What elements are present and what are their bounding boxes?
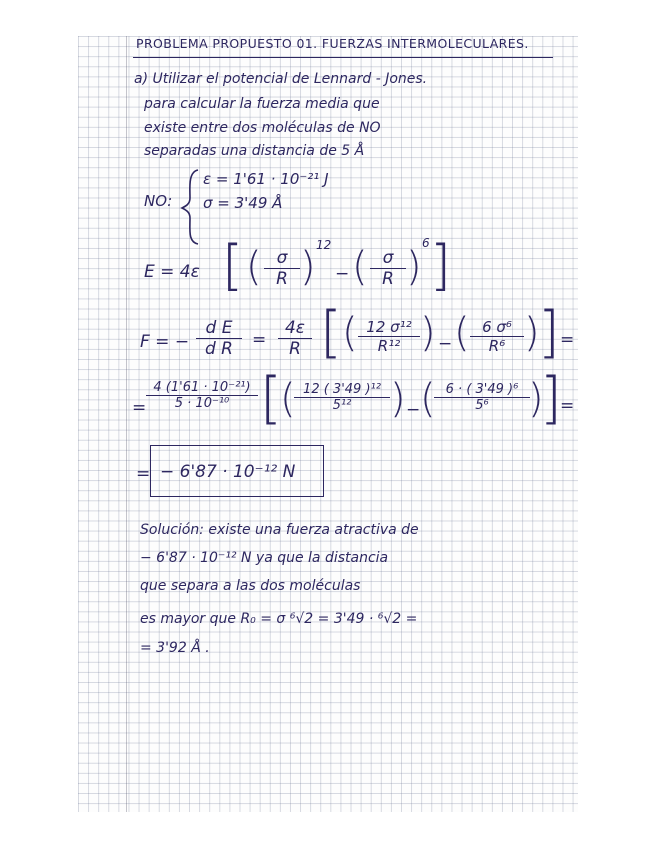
paren-open: ( xyxy=(454,310,470,356)
force-open-bracket: [ xyxy=(320,300,342,365)
statement-line-4: separadas una distancia de 5 Å xyxy=(144,143,365,159)
minus-sign: − xyxy=(438,334,453,354)
data-label: NO: xyxy=(144,192,173,210)
force-term2-denominator: R⁶ xyxy=(488,337,506,355)
paren-open: ( xyxy=(352,244,368,290)
substitution-term1-numerator: 12 ( 3'49 )¹² xyxy=(294,382,390,398)
derivative-fraction xyxy=(196,318,242,359)
substitution-term2-numerator: 6 · ( 3'49 )⁶ xyxy=(434,382,530,398)
substitution-term2-denominator: 5⁶ xyxy=(475,398,489,413)
force-term1-denominator: R¹² xyxy=(377,337,401,355)
coefficient-denominator: R xyxy=(289,339,301,359)
result-lead-equals: = xyxy=(136,464,151,484)
substitution-close-bracket: ] xyxy=(540,366,562,431)
epsilon-value: ε = 1'61 · 10⁻²¹ J xyxy=(203,170,329,188)
substitution-term1-denominator: 5¹² xyxy=(332,398,352,413)
trailing-equals: = xyxy=(560,330,575,350)
solution-line-3: que separa a las dos moléculas xyxy=(140,578,361,594)
substitution-term2 xyxy=(434,382,530,413)
potential-term1-fraction xyxy=(264,248,300,289)
sigma-value: σ = 3'49 Å xyxy=(203,194,283,212)
derivative-denominator: d R xyxy=(204,339,233,359)
substitution-coefficient-numerator: 4 (1'61 · 10⁻²¹) xyxy=(146,380,258,396)
statement-line-3: existe entre dos moléculas de NO xyxy=(144,120,381,136)
title-underline xyxy=(133,57,553,58)
substitution-coefficient xyxy=(146,380,258,411)
coefficient-numerator: 4ε xyxy=(278,318,312,339)
force-term1-fraction xyxy=(358,318,420,355)
solution-line-1: Solución: existe una fuerza atractiva de xyxy=(140,522,419,538)
force-lhs: F = − xyxy=(140,332,190,352)
paren-close: ) xyxy=(300,244,316,290)
paren-open: ( xyxy=(342,310,358,356)
potential-term2-fraction xyxy=(370,248,406,289)
result-value: − 6'87 · 10⁻¹² N xyxy=(160,462,296,482)
term2-denominator: R xyxy=(382,269,394,289)
solution-line-5: = 3'92 Å . xyxy=(140,640,210,656)
term2-numerator: σ xyxy=(370,248,406,269)
force-term2-fraction xyxy=(470,318,524,355)
paren-close: ) xyxy=(390,376,406,422)
paren-close: ) xyxy=(420,310,436,356)
potential-close-bracket: ] xyxy=(430,234,452,297)
trailing-equals: = xyxy=(560,396,575,416)
force-term1-numerator: 12 σ¹² xyxy=(358,318,420,337)
curly-brace-icon xyxy=(180,168,202,246)
solution-line-2: − 6'87 · 10⁻¹² N ya que la distancia xyxy=(140,550,389,566)
substitution-term1 xyxy=(294,382,390,413)
substitution-lead-equals: = xyxy=(132,398,147,418)
margin-line xyxy=(126,36,127,812)
paren-open: ( xyxy=(420,376,436,422)
potential-open-bracket: [ xyxy=(222,234,244,297)
exponent-12: 12 xyxy=(316,238,332,252)
force-close-bracket: ] xyxy=(538,300,560,365)
coefficient-fraction xyxy=(278,318,312,359)
minus-sign: − xyxy=(406,400,421,420)
equals-sign: = xyxy=(252,330,267,350)
paren-open: ( xyxy=(246,244,262,290)
paren-close: ) xyxy=(524,310,540,356)
paren-close: ) xyxy=(528,376,544,422)
statement-line-1: a) Utilizar el potencial de Lennard - Jones. xyxy=(134,71,428,87)
page-title: PROBLEMA PROPUESTO 01. FUERZAS INTERMOLECULARES. xyxy=(136,36,529,51)
substitution-coefficient-denominator: 5 · 10⁻¹⁰ xyxy=(174,396,230,411)
substitution-open-bracket: [ xyxy=(260,366,282,431)
paren-close: ) xyxy=(406,244,422,290)
minus-sign: − xyxy=(335,264,350,284)
force-term2-numerator: 6 σ⁶ xyxy=(470,318,524,337)
exponent-6: 6 xyxy=(422,236,430,250)
potential-lhs: E = 4ε xyxy=(144,262,200,282)
solution-line-4: es mayor que R₀ = σ ⁶√2 = 3'49 · ⁶√2 = xyxy=(140,611,418,627)
derivative-numerator: d E xyxy=(196,318,242,339)
statement-line-2: para calcular la fuerza media que xyxy=(144,96,380,112)
term1-denominator: R xyxy=(276,269,288,289)
term1-numerator: σ xyxy=(264,248,300,269)
paren-open: ( xyxy=(280,376,296,422)
